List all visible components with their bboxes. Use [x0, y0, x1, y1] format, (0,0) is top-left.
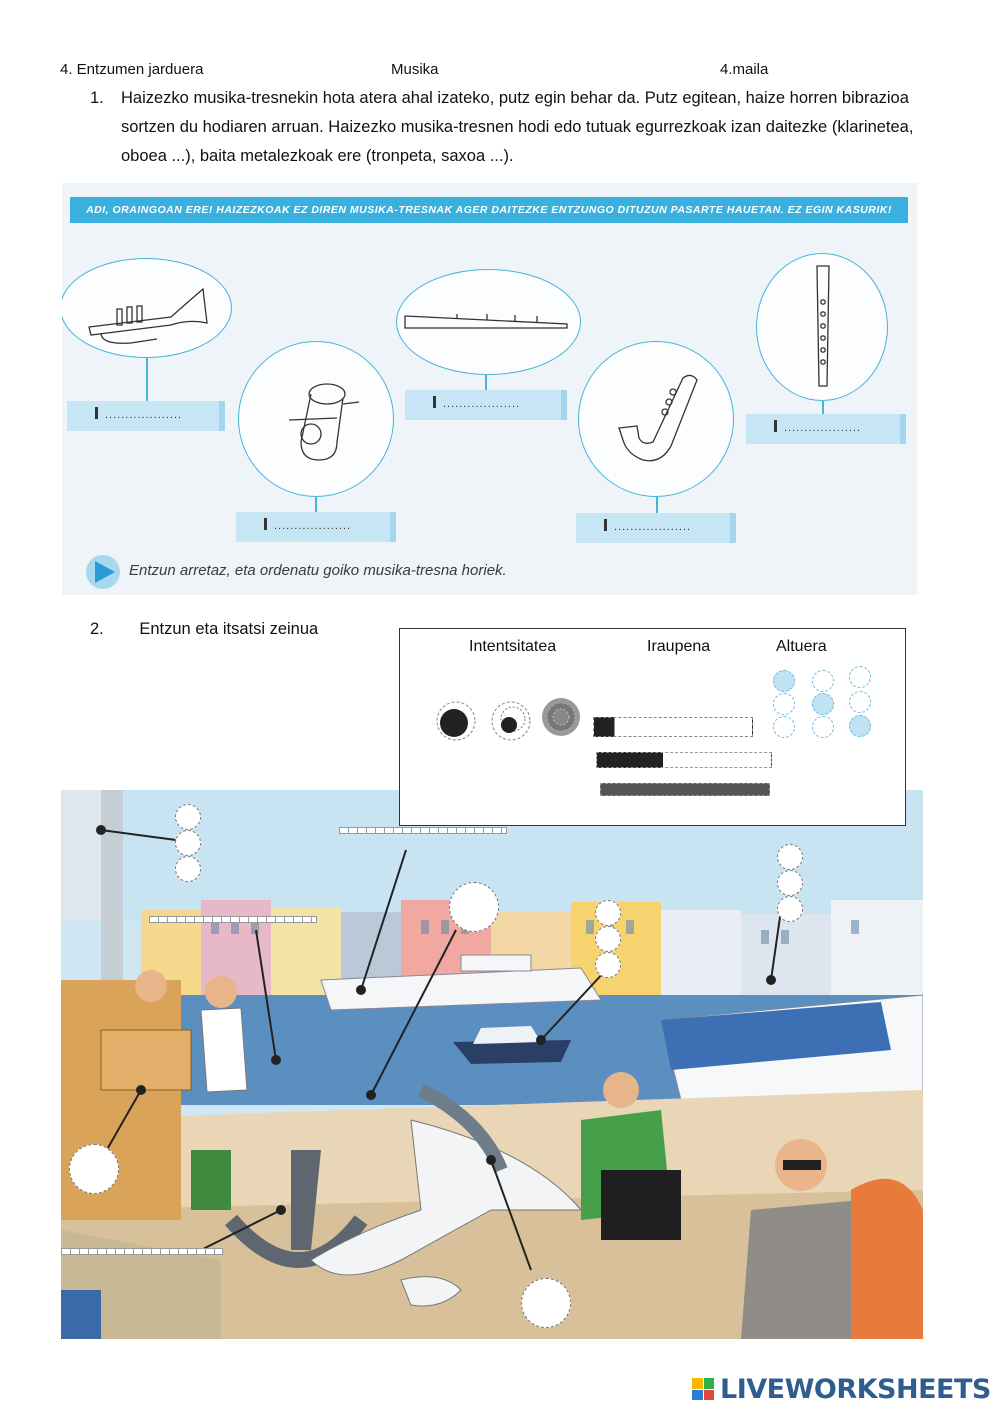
legend-intensity-label: Intentsitatea: [469, 638, 557, 655]
question-2-text: Entzun eta itsatsi zeinua: [139, 620, 319, 638]
intensity-soft-sticker: [542, 698, 580, 736]
answer-box-tuba[interactable]: ...................: [236, 512, 396, 542]
brand-icon: [692, 1378, 714, 1400]
drop-target-crate[interactable]: [69, 1144, 119, 1194]
drop-target-seagull-ground[interactable]: [521, 1278, 571, 1328]
liveworksheets-logo: [692, 1373, 991, 1405]
drop-target-anchor[interactable]: [61, 1248, 223, 1255]
header-grade: 4.maila: [720, 61, 769, 78]
instrument-ordering-panel: [62, 183, 917, 595]
symbol-legend: [399, 628, 906, 826]
answer-box-recorder[interactable]: ...................: [746, 414, 906, 444]
saxophone-oval: [578, 341, 734, 497]
clarinet-oval: [396, 269, 581, 375]
recorder-icon: [757, 254, 889, 402]
legend-pitch-label: Altuera: [776, 638, 827, 655]
question-1-number: 1.: [90, 89, 104, 107]
drop-target-crane[interactable]: [149, 916, 317, 923]
intensity-loud-sticker: [437, 702, 475, 740]
question-1-text: Haizezko musika-tresnekin hota atera ahal izateko, putz egin behar da. Putz egitean, haize horren bibrazioa sortzen du hodiaren arruan. Haizezko musika-tresnen hodi edo tutuak egurrezkoak izan daitezke (klarinetea, oboea ...), baita metalezkoak ere (tronpeta, saxoa ...).: [121, 89, 914, 165]
drop-target-ship[interactable]: [339, 827, 507, 834]
play-button[interactable]: [86, 555, 120, 589]
duration-short-bar[interactable]: [593, 717, 753, 737]
panel1-instruction: Entzun arretaz, eta ordenatu goiko musika-tresna horiek.: [129, 562, 507, 579]
question-2: [90, 620, 318, 639]
intensity-medium-sticker: [492, 702, 530, 740]
header-activity: 4. Entzumen jarduera: [60, 61, 204, 78]
tuba-icon: [239, 342, 395, 498]
answer-box-clarinet[interactable]: ...................: [405, 390, 567, 420]
warning-banner: ADI, ORAINGOAN ERE! HAIZEZKOAK EZ DIREN MUSIKA-TRESNAK AGER DAITEZKE ENTZUNGO DITUZUN PASARTE HAUETAN. EZ EGIN KASURIK!: [70, 197, 908, 223]
answer-box-saxophone[interactable]: ...................: [576, 513, 736, 543]
trumpet-oval: [62, 258, 232, 358]
harbor-scene: [61, 790, 923, 1339]
answer-box-trumpet[interactable]: ...................: [67, 401, 225, 431]
saxophone-icon: [579, 342, 735, 498]
duration-medium-bar[interactable]: [596, 752, 772, 768]
intensity-stickers[interactable]: [434, 693, 584, 753]
question-2-number: 2.: [90, 620, 104, 638]
header-subject: Musika: [391, 61, 439, 78]
question-1: [90, 84, 930, 171]
trumpet-icon: [62, 259, 233, 359]
recorder-oval: [756, 253, 888, 401]
clarinet-icon: [397, 270, 582, 376]
duration-long-bar[interactable]: [600, 783, 770, 796]
drop-target-seagull-flying[interactable]: [449, 882, 499, 932]
tuba-oval: [238, 341, 394, 497]
legend-duration-label: Iraupena: [647, 638, 711, 655]
brand-name: LIVEWORKSHEETS: [720, 1373, 991, 1405]
